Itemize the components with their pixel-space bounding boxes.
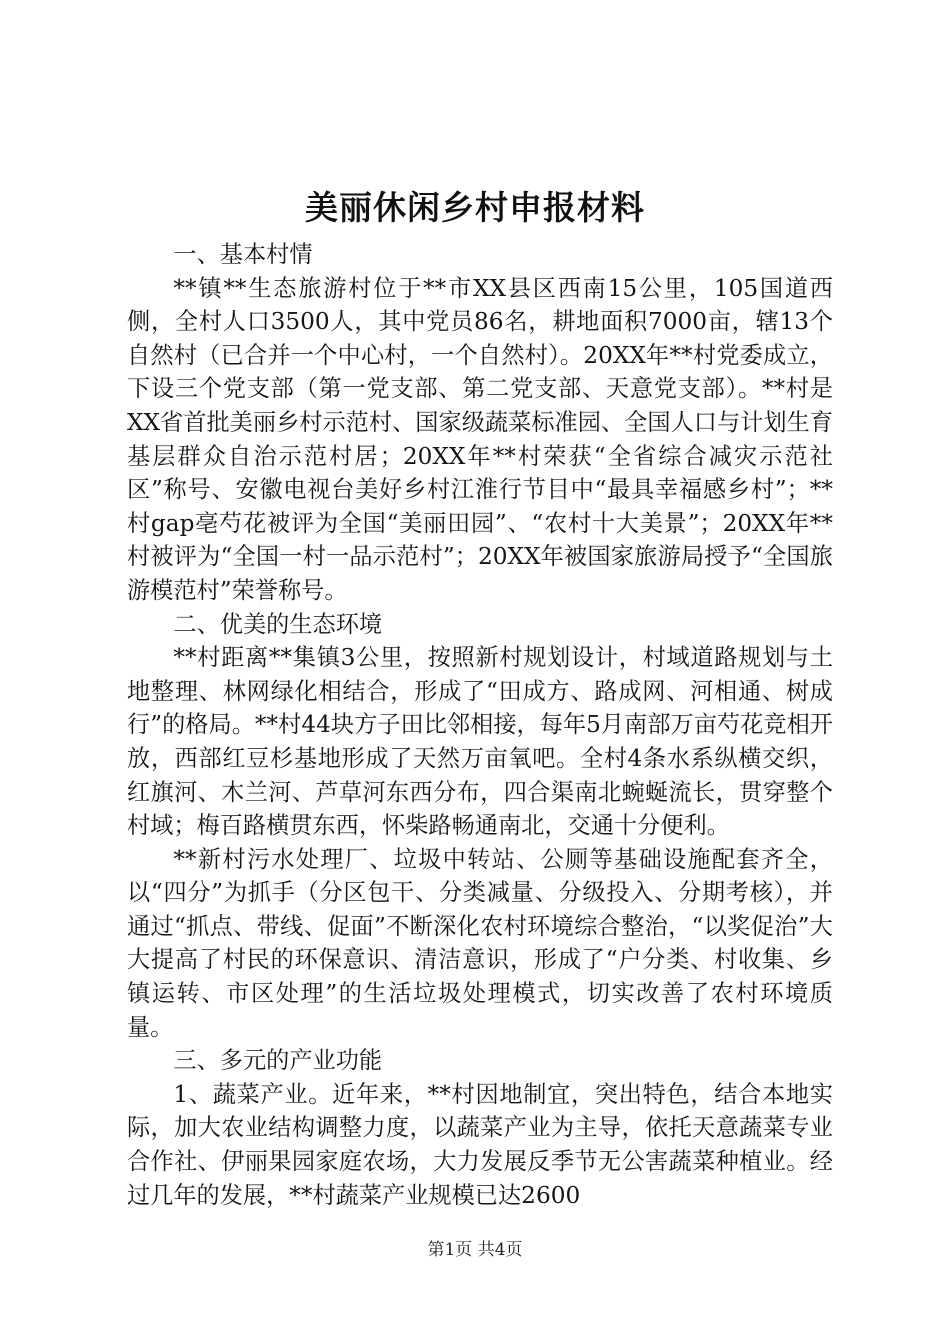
document-title: 美丽休闲乡村申报材料 [305, 188, 645, 227]
page-footer: 第1页 共4页 [427, 1240, 523, 1260]
section-heading-industry: 三、多元的产业功能 [173, 1047, 383, 1075]
paragraph-environment-layout: **村距离**集镇3公里，按照新村规划设计，村域道路规划与土地整理、林网绿化相结合，形成了“田成方、路成网、河相通、树成行”的格局。**村44块方子田比邻相接，每年5月南部万亩芍花竞相开放，西部红豆杉基地形成了天然万亩氧吧。全村4条水系纵横交织，红旗河、木兰河、芦草河东西分布，四合渠南北蜿蜒流长，贯穿整个村域；梅百路横贯东西，怀柴路畅通南北，交通十分便利。 [127, 644, 833, 840]
document-body [127, 238, 833, 1212]
paragraph-vegetable-industry: 1、蔬菜产业。近年来，**村因地制宜，突出特色，结合本地实际，加大农业结构调整力度，以蔬菜产业为主导，依托天意蔬菜专业合作社、伊丽果园家庭农场，大力发展反季节无公害蔬菜种植业。经过几年的发展，**村蔬菜产业规模已达2600 [127, 1080, 833, 1209]
paragraph-basic-info: **镇**生态旅游村位于**市XX县区西南15公里，105国道西侧，全村人口3500人，其中党员86名，耕地面积7000亩，辖13个自然村（已合并一个中心村，一个自然村）。20XX年**村党委成立，下设三个党支部（第一党支部、第二党支部、天意党支部）。**村是XX省首批美丽乡村示范村、国家级蔬菜标准园、全国人口与计划生育基层群众自治示范村居；20XX年**村荣获“全省综合减灾示范社区”称号、安徽电视台美好乡村江淮行节目中“最具幸福感乡村”；**村gap亳芍花被评为全国“美丽田园”、“农村十大美景”；20XX年**村被评为“全国一村一品示范村”；20XX年被国家旅游局授予“全国旅游模范村”荣誉称号。 [127, 274, 833, 604]
section-heading-basic-info: 一、基本村情 [173, 241, 313, 268]
section-heading-environment: 二、优美的生态环境 [173, 610, 383, 638]
paragraph-environment-sanitation: **新村污水处理厂、垃圾中转站、公厕等基础设施配套齐全，以“四分”为抓手（分区包干、分类减量、分级投入、分期考核），并通过“抓点、带线、促面”不断深化农村环境综合整治，“以奖促治”大大提高了村民的环保意识、清洁意识，形成了“户分类、村收集、乡镇运转、市区处理”的生活垃圾处理模式，切实改善了农村环境质量。 [127, 845, 833, 1041]
